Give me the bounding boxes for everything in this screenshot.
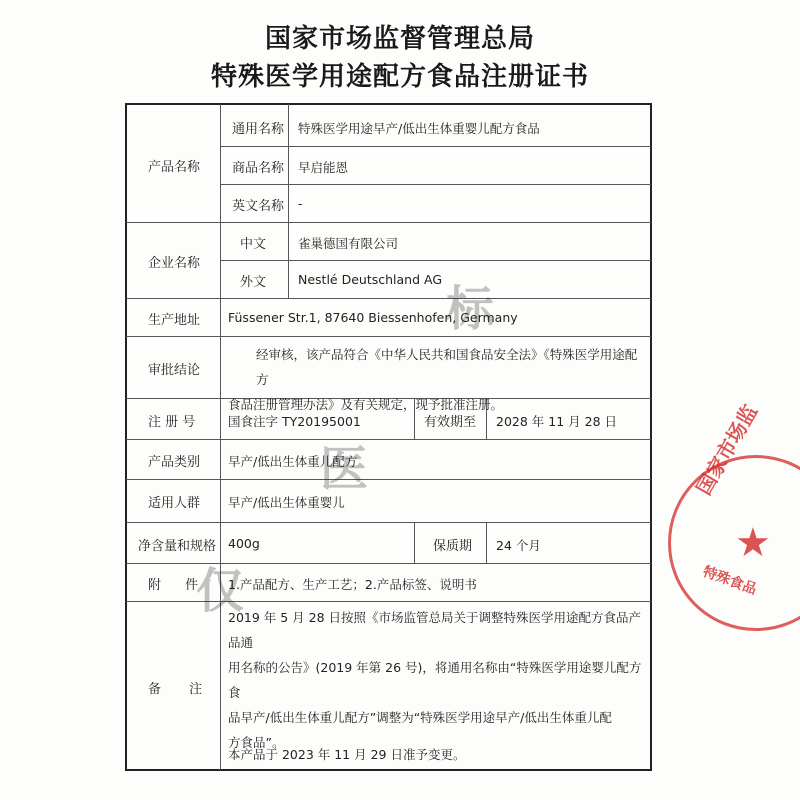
row-divider [126, 479, 651, 480]
shelf-life-value: 24 个月 [496, 538, 541, 553]
seal-subtext: 特殊食品 [700, 563, 759, 599]
category-label: 产品类别 [148, 455, 201, 470]
company-cn-value: 雀巢德国有限公司 [298, 236, 399, 251]
english-name-value: - [298, 196, 303, 211]
net-content-label: 净含量和规格 [138, 539, 217, 554]
valid-until-label: 有效期至 [424, 415, 477, 430]
population-value: 早产/低出生体重婴儿 [228, 495, 345, 510]
population-label: 适用人群 [148, 496, 201, 511]
trade-name-value: 早启能恩 [298, 160, 349, 175]
watermark-char: 标 [446, 281, 495, 337]
address-value: Füssener Str.1, 87640 Biessenhofen, Germany [228, 310, 518, 325]
company-foreign-value: Nestlé Deutschland AG [298, 272, 443, 287]
valid-until-value: 2028 年 11 月 28 日 [496, 414, 617, 429]
remarks-line-4: 方食品”。 [228, 735, 285, 750]
remarks-line-3: 品早产/低出生体重儿配方”调整为“特殊医学用途早产/低出生体重儿配 [228, 710, 612, 725]
company-foreign-label: 外文 [240, 275, 267, 290]
remarks-line-2: 用名称的公告》(2019 年第 26 号)，将通用名称由“特殊医学用途婴儿配方食 [228, 660, 642, 700]
registration-label: 注 册 号 [148, 415, 196, 430]
conclusion-label: 审批结论 [148, 363, 201, 378]
attachment-value: 1.产品配方、生产工艺；2.产品标签、说明书 [228, 577, 477, 592]
conclusion-line-1: 经审核，该产品符合《中华人民共和国食品安全法》《特殊医学用途配方 [256, 347, 638, 387]
row-divider [220, 184, 651, 185]
trade-name-label: 商品名称 [232, 161, 285, 176]
product-name-label: 产品名称 [148, 160, 201, 175]
category-value: 早产/低出生体重儿配方 [228, 454, 358, 469]
row-divider [126, 298, 651, 299]
row-divider [126, 439, 651, 440]
watermark-char: 医 [320, 441, 369, 497]
english-name-label: 英文名称 [232, 199, 285, 214]
remarks-label: 备 注 [148, 682, 215, 697]
document-title: 特殊医学用途配方食品注册证书 [210, 62, 589, 92]
column-divider [288, 104, 289, 298]
company-cn-label: 中文 [240, 237, 267, 252]
remarks-line-1: 2019 年 5 月 28 日按照《市场监管总局关于调整特殊医学用途配方食品产品通 [228, 610, 642, 650]
net-content-value: 400g [228, 536, 260, 551]
column-divider [220, 104, 221, 770]
conclusion-line-2: 食品注册管理办法》及有关规定，现予批准注册。 [228, 397, 504, 412]
company-name-label: 企业名称 [148, 256, 201, 271]
conclusion-text [228, 342, 646, 417]
official-seal [668, 455, 800, 631]
generic-name-value: 特殊医学用途早产/低出生体重婴儿配方食品 [298, 121, 540, 136]
address-label: 生产地址 [148, 313, 201, 328]
row-divider [126, 522, 651, 523]
column-divider [414, 522, 415, 563]
row-divider [126, 336, 651, 337]
registration-value: 国食注字 TY20195001 [228, 414, 361, 429]
row-divider [220, 260, 651, 261]
seal-star-icon: ★ [735, 520, 771, 566]
change-note: 本产品于 2023 年 11 月 29 日准予变更。 [228, 747, 466, 762]
watermark-char: 仅 [196, 563, 245, 619]
remarks-text [228, 605, 648, 755]
document-authority: 国家市场监督管理总局 [264, 24, 535, 54]
generic-name-label: 通用名称 [232, 122, 285, 137]
row-divider [126, 222, 651, 223]
row-divider [220, 146, 651, 147]
seal-text: 国家市场监 [691, 400, 763, 499]
shelf-life-label: 保质期 [433, 539, 473, 554]
attachment-label: 附 件 [148, 578, 209, 593]
column-divider [486, 522, 487, 563]
